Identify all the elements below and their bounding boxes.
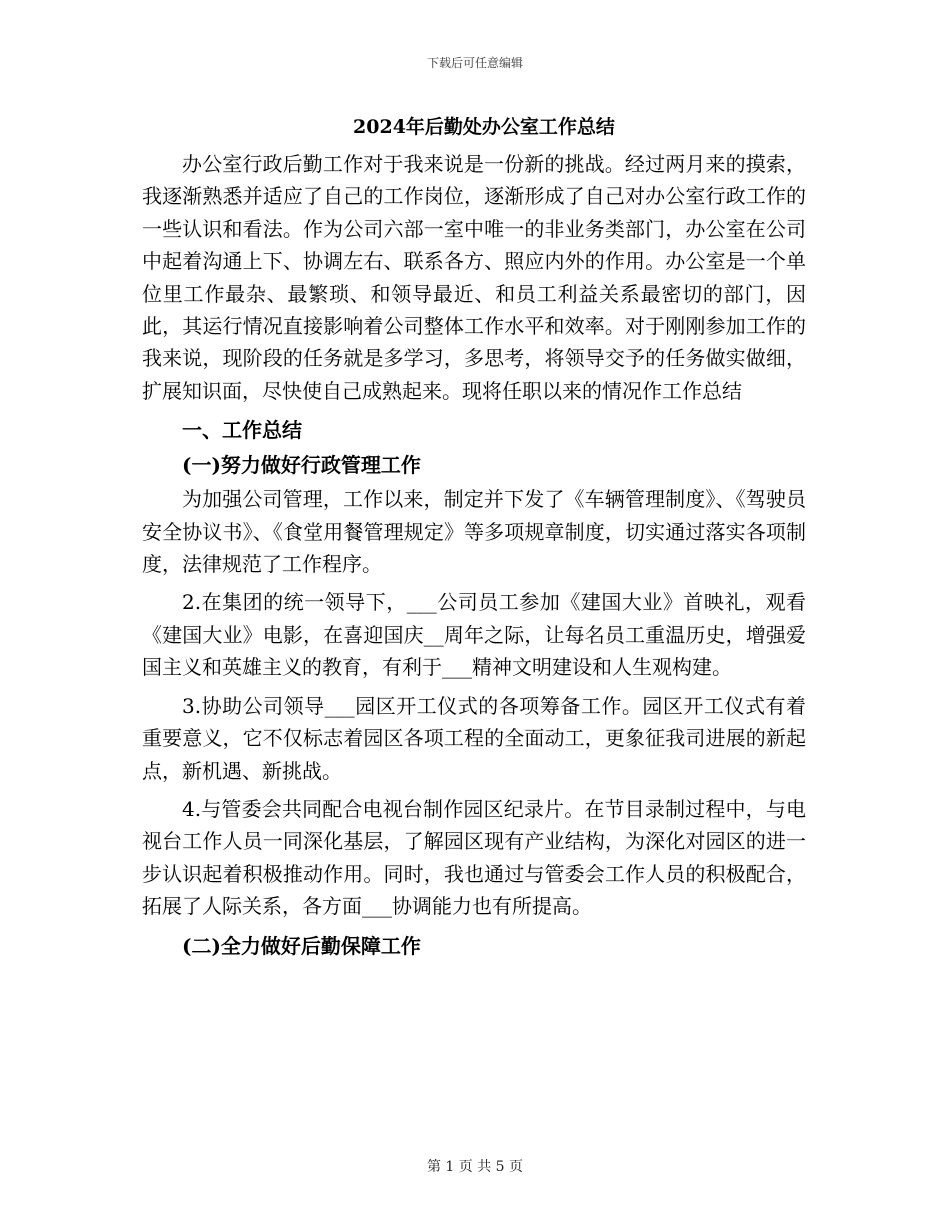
section-heading-work-summary: 一、工作总结 <box>182 418 302 443</box>
page-number: 第 1 页 共 5 页 <box>426 1159 524 1175</box>
paragraph-item-3: 3.协助公司领导___园区开工仪式的各项筹备工作。园区开工仪式有着重要意义，它不仅标志着园区各项工程的全面动工，更象征我司进展的新起点，新机遇、新挑战。 <box>142 693 806 783</box>
document-title: 2024年后勤处办公室工作总结 <box>353 116 615 138</box>
paragraph-item-1: 为加强公司管理，工作以来，制定并下发了《车辆管理制度》、《驾驶员安全协议书》、《食堂用餐管理规定》等多项规章制度，切实通过落实各项制度，法律规范了工作程序。 <box>142 487 806 577</box>
header-note: 下载后可任意编辑 <box>426 56 523 70</box>
intro-paragraph: 办公室行政后勤工作对于我来说是一份新的挑战。经过两月来的摸索，我逐渐熟悉并适应了自己的工作岗位，逐渐形成了自己对办公室行政工作的一些认识和看法。作为公司六部一室中唯一的非业务类部门，办公室在公司中起着沟通上下、协调左右、联系各方、照应内外的作用。办公室是一个单位里工作最杂、最繁琐、和领导最近、和员工利益关系最密切的部门，因此，其运行情况直接影响着公司整体工作水平和效率。对于刚刚参加工作的我来说，现阶段的任务就是多学习，多思考，将领导交予的任务做实做细，扩展知识面，尽快使自己成熟起来。现将任职以来的情况作工作总结 <box>142 152 806 403</box>
subsection-heading-admin: (一)努力做好行政管理工作 <box>182 453 421 478</box>
document-body <box>142 112 806 964</box>
paragraph-item-2: 2.在集团的统一领导下，___公司员工参加《建国大业》首映礼，观看《建国大业》电影，在喜迎国庆__周年之际，让每名员工重温历史，增强爱国主义和英雄主义的教育，有利于___精神文明建设和人生观构建。 <box>142 590 806 680</box>
subsection-heading-logistics: (二)全力做好后勤保障工作 <box>182 933 421 958</box>
paragraph-item-4: 4.与管委会共同配合电视台制作园区纪录片。在节目录制过程中，与电视台工作人员一同深化基层，了解园区现有产业结构，为深化对园区的进一步认识起着积极推动作用。同时，我也通过与管委会工作人员的积极配合，拓展了人际关系，各方面___协调能力也有所提高。 <box>142 796 806 919</box>
